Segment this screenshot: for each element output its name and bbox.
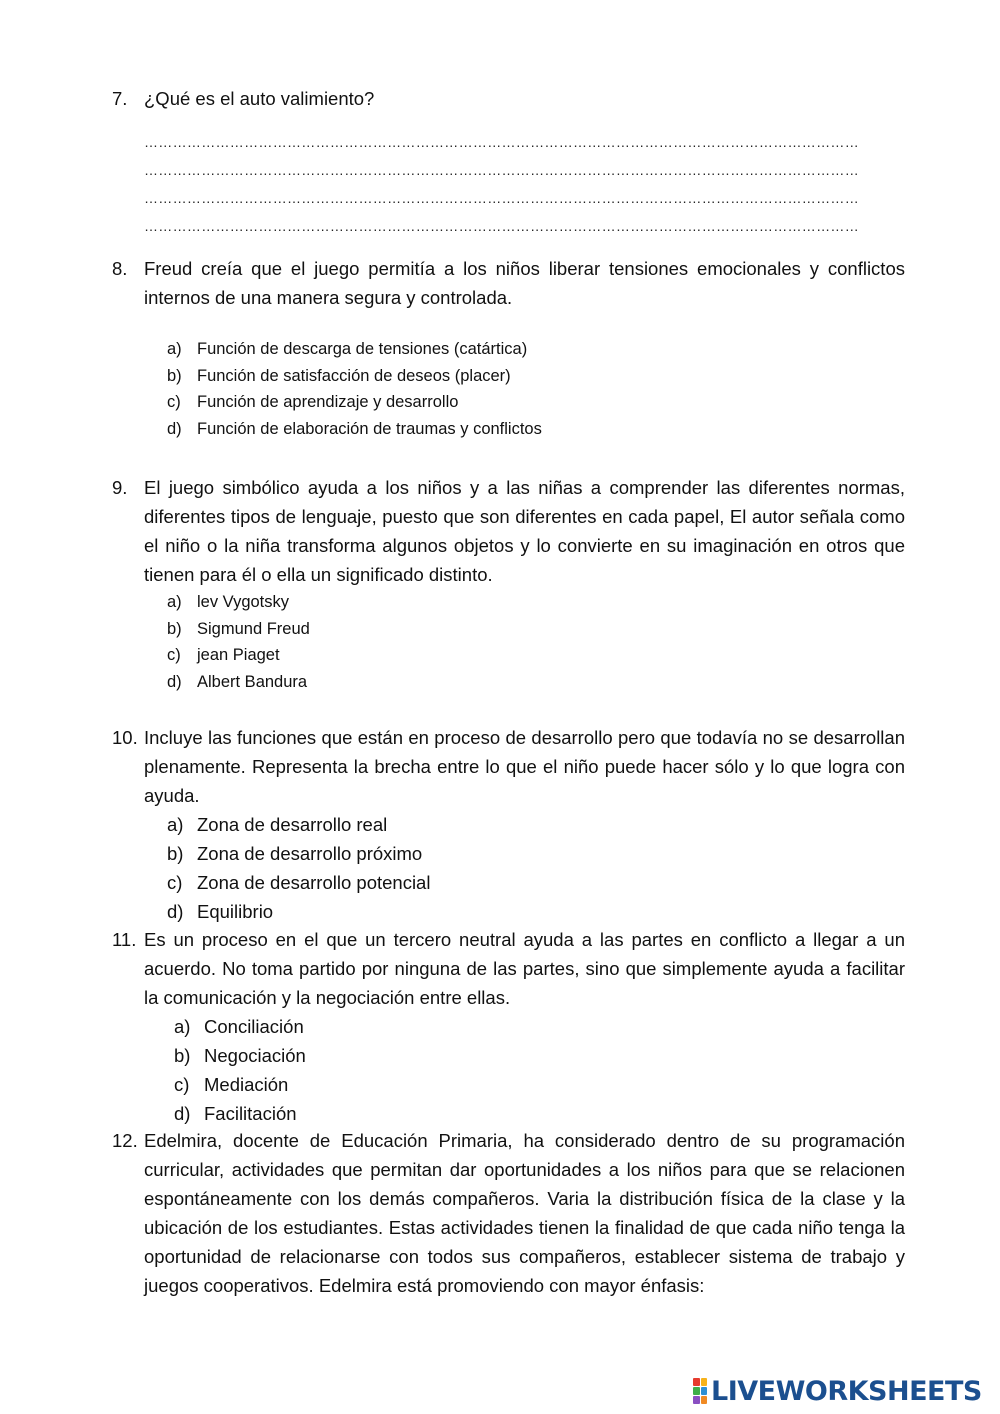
question-text: Edelmira, docente de Educación Primaria, ha considerado dentro de su programación curricular, actividades que permitan dar oportunidades a los niños para que se relacionen espontáneamente con los demás compañeros. Varia la distribución física de la clase y la ubicación de los estudiantes. Estas actividades tienen la finalidad de que cada niño tenga la oportunidad de relacionarse con todos sus compañeros, establecer sistema de trabajo y juegos cooperativos. Edelmira está promoviendo con mayor énfasis: bbox=[144, 1130, 905, 1296]
question-text: Incluye las funciones que están en proceso de desarrollo pero que todavía no se desarrollan plenamente. Representa la brecha entre lo que el niño puede hacer sólo y lo que logra con ayuda. bbox=[144, 727, 905, 806]
question-text: El juego simbólico ayuda a los niños y a las niñas a comprender las diferentes normas, diferentes tipos de lenguaje, puesto que son diferentes en cada papel, El autor señala como el niño o la niña transforma algunos objetos y lo convierte en su imaginación en otros que tienen para él o ella un significado distinto. bbox=[144, 477, 905, 585]
question-10 bbox=[112, 723, 905, 926]
option-letter: b) bbox=[167, 843, 184, 864]
option-text: Zona de desarrollo próximo bbox=[197, 843, 423, 864]
question-9 bbox=[112, 473, 905, 695]
option-d[interactable] bbox=[174, 1099, 905, 1128]
question-8 bbox=[112, 254, 905, 442]
question-number: 9. bbox=[112, 477, 128, 498]
option-text: Conciliación bbox=[204, 1016, 304, 1037]
question-number: 12. bbox=[112, 1130, 138, 1151]
option-d[interactable] bbox=[167, 897, 905, 926]
question-12 bbox=[112, 1126, 905, 1300]
option-text: lev Vygotsky bbox=[197, 593, 290, 611]
option-text: Zona de desarrollo potencial bbox=[197, 872, 431, 893]
option-text: jean Piaget bbox=[197, 646, 280, 664]
option-text: Negociación bbox=[204, 1045, 306, 1066]
option-letter: c) bbox=[167, 646, 181, 664]
option-list bbox=[174, 1012, 905, 1128]
option-a[interactable] bbox=[167, 810, 905, 839]
option-b[interactable] bbox=[167, 363, 905, 390]
option-a[interactable] bbox=[167, 589, 905, 616]
question-number: 11. bbox=[112, 929, 137, 950]
option-a[interactable] bbox=[167, 336, 905, 363]
option-c[interactable] bbox=[174, 1070, 905, 1099]
answer-line[interactable]: …………………………………………………………………………………………………………………………………… bbox=[144, 190, 859, 206]
option-text: Zona de desarrollo real bbox=[197, 814, 388, 835]
option-c[interactable] bbox=[167, 389, 905, 416]
answer-line[interactable]: …………………………………………………………………………………………………………………………………… bbox=[144, 218, 859, 234]
option-c[interactable] bbox=[167, 642, 905, 669]
option-b[interactable] bbox=[174, 1041, 905, 1070]
option-letter: d) bbox=[174, 1103, 191, 1124]
option-text: Equilibrio bbox=[197, 901, 274, 922]
question-7 bbox=[112, 84, 905, 240]
option-letter: b) bbox=[167, 366, 182, 385]
question-number: 7. bbox=[112, 88, 128, 109]
option-letter: b) bbox=[174, 1045, 191, 1066]
question-11 bbox=[112, 925, 905, 1128]
question-text: Freud creía que el juego permitía a los niños liberar tensiones emocionales y conflictos internos de una manera segura y controlada. bbox=[144, 258, 905, 308]
option-list bbox=[167, 336, 905, 442]
option-text: Función de descarga de tensiones (catártica) bbox=[197, 340, 528, 358]
option-c[interactable] bbox=[167, 868, 905, 897]
option-letter: c) bbox=[167, 393, 181, 411]
option-letter: d) bbox=[167, 901, 184, 922]
question-number: 8. bbox=[112, 258, 128, 279]
option-list bbox=[167, 810, 905, 926]
option-text: Facilitación bbox=[204, 1103, 297, 1124]
answer-line[interactable]: …………………………………………………………………………………………………………………………………… bbox=[144, 162, 859, 178]
option-text: Función de elaboración de traumas y conflictos bbox=[197, 419, 542, 438]
option-letter: b) bbox=[167, 619, 182, 638]
option-text: Función de aprendizaje y desarrollo bbox=[197, 393, 459, 411]
option-letter: d) bbox=[167, 672, 182, 691]
question-text: ¿Qué es el auto valimiento? bbox=[144, 88, 375, 109]
logo-text: LIVEWORKSHEETS bbox=[711, 1375, 982, 1407]
option-letter: a) bbox=[174, 1016, 191, 1037]
option-b[interactable] bbox=[167, 616, 905, 643]
option-letter: d) bbox=[167, 419, 182, 438]
option-d[interactable] bbox=[167, 669, 905, 696]
option-text: Función de satisfacción de deseos (placer) bbox=[197, 366, 511, 385]
option-b[interactable] bbox=[167, 839, 905, 868]
option-letter: a) bbox=[167, 814, 184, 835]
option-letter: a) bbox=[167, 340, 182, 358]
option-letter: c) bbox=[174, 1074, 190, 1095]
answer-line[interactable]: …………………………………………………………………………………………………………………………………… bbox=[144, 134, 859, 150]
question-text: Es un proceso en el que un tercero neutral ayuda a las partes en conflicto a llegar a un acuerdo. No toma partido por ninguna de las partes, sino que simplemente ayuda a facilitar la comunicación y la negociación entre ellas. bbox=[144, 929, 905, 1008]
option-letter: a) bbox=[167, 593, 182, 611]
option-text: Sigmund Freud bbox=[197, 619, 310, 638]
option-d[interactable] bbox=[167, 416, 905, 443]
option-text: Albert Bandura bbox=[197, 672, 308, 691]
option-letter: c) bbox=[167, 872, 183, 893]
option-list bbox=[167, 589, 905, 695]
option-a[interactable] bbox=[174, 1012, 905, 1041]
option-text: Mediación bbox=[204, 1074, 289, 1095]
liveworksheets-logo bbox=[693, 1376, 982, 1406]
logo-icon bbox=[693, 1378, 707, 1404]
question-number: 10. bbox=[112, 727, 138, 748]
